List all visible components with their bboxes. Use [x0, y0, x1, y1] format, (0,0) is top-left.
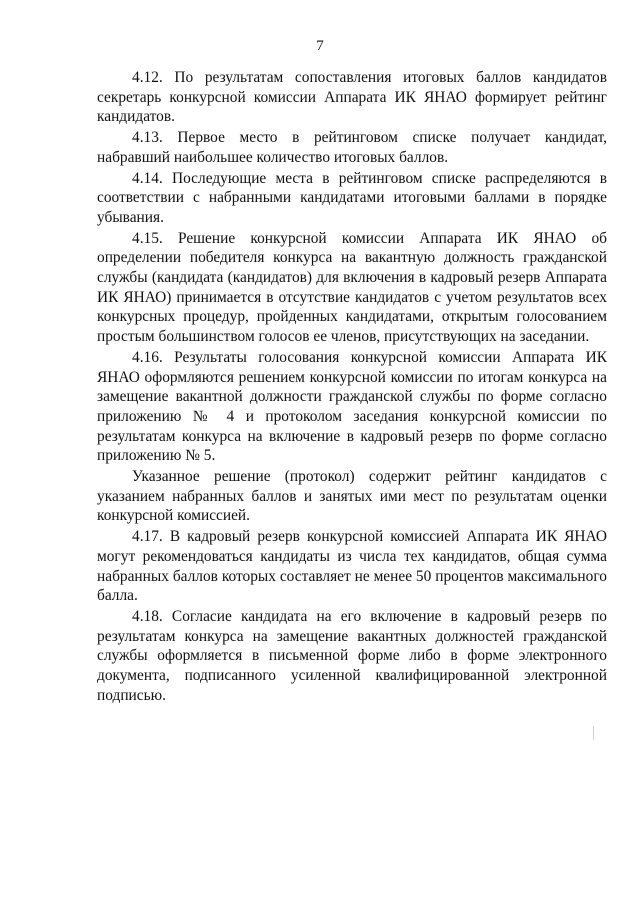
page-number: 7 [316, 38, 324, 54]
scan-mark [593, 726, 594, 740]
paragraph-4-14: 4.14. Последующие места в рейтинговом списке распределяются в соответствии с набранными кандидатами итоговыми баллами в порядке убывания. [97, 169, 607, 226]
paragraph-4-17: 4.17. В кадровый резерв конкурсной комиссией Аппарата ИК ЯНАО могут рекомендоваться кандидаты из числа тех кандидатов, общая сумма набранных баллов которых составляет не менее 50 процентов максимального балла. [97, 528, 607, 605]
paragraph-4-16: 4.16. Результаты голосования конкурсной комиссии Аппарата ИК ЯНАО оформляются решением конкурсной комиссии по итогам конкурса на замещение вакантной должности гражданской службы по форме согласно приложению № 4 и протоколом заседания конкурсной комиссии по результатам конкурса на включение в кадровый резерв по форме согласно приложению № 5. [97, 348, 607, 465]
document-body [97, 68, 607, 706]
paragraph-4-13: 4.13. Первое место в рейтинговом списке получает кандидат, набравший наибольшее количество итоговых баллов. [97, 129, 607, 166]
paragraph-4-12: 4.12. По результатам сопоставления итоговых баллов кандидатов секретарь конкурсной комиссии Аппарата ИК ЯНАО формирует рейтинг кандидатов. [97, 69, 607, 126]
paragraph-decision-protocol: Указанное решение (протокол) содержит рейтинг кандидатов с указанием набранных баллов и занятых ими мест по результатам оценки конкурсной комиссией. [97, 468, 607, 525]
paragraph-4-18: 4.18. Согласие кандидата на его включение в кадровый резерв по результатам конкурса на замещение вакантных должностей гражданской службы оформляется в письменной форме либо в форме электронного документа, подписанного усиленной квалифицированной электронной подписью. [97, 607, 607, 704]
paragraph-4-15: 4.15. Решение конкурсной комиссии Аппарата ИК ЯНАО об определении победителя конкурса на вакантную должность гражданской службы (кандидата (кандидатов) для включения в кадровый резерв Аппарата ИК ЯНАО) принимается в отсутствие кандидатов с учетом результатов всех конкурсных процедур, пройденных кандидатами, открытым голосованием простым большинством голосов ее членов, присутствующих на заседании. [97, 229, 607, 346]
